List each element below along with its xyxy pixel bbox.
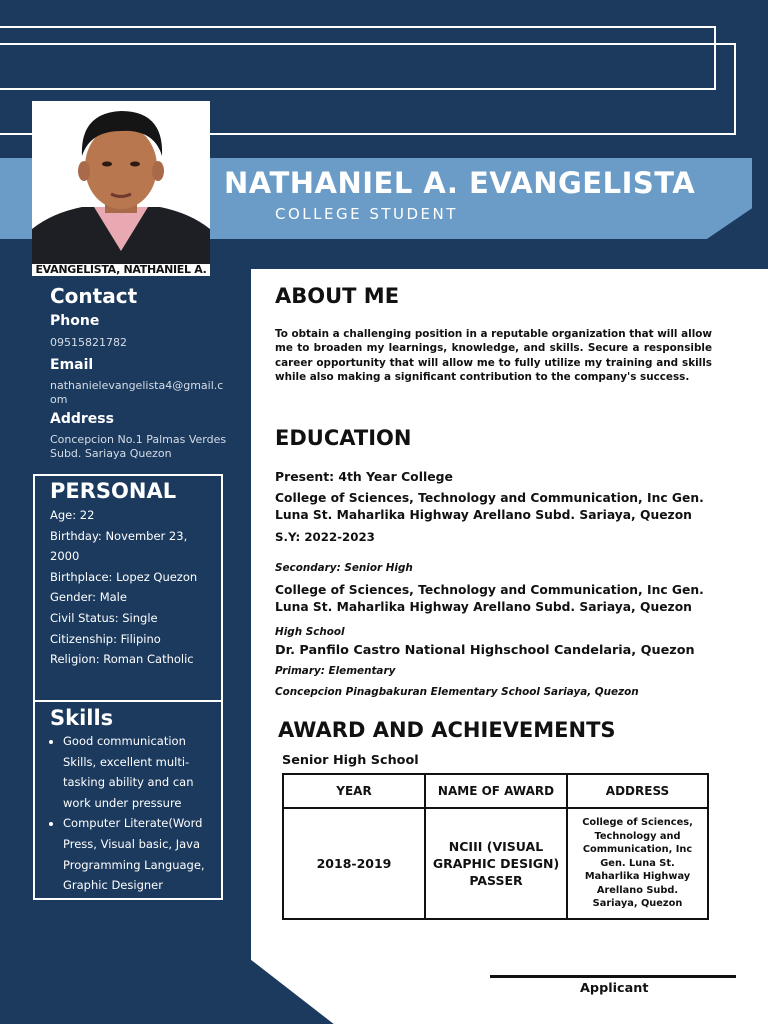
education-college: College of Sciences, Technology and Communication, Inc Gen. Luna St. Maharlika Highway Arellano Subd. Sariaya, Quezon xyxy=(275,491,704,522)
email-label: Email xyxy=(50,357,94,373)
column-award-name: NAME OF AWARD xyxy=(425,774,567,808)
education-highschool-label: High School xyxy=(275,626,345,638)
education-secondary-label: Secondary: Senior High xyxy=(275,562,413,574)
phone-label: Phone xyxy=(50,313,100,329)
signature-line xyxy=(490,975,736,978)
award-address: College of Sciences, Technology and Communication, Inc Gen. Luna St. Maharlika Highway Arellano Subd. Sariaya, Quezon xyxy=(567,808,708,919)
education-school-year: S.Y: 2022-2023 xyxy=(275,530,375,544)
about-text: To obtain a challenging position in a reputable organization that will allow me to broaden my learnings, knowledge, and skills. Secure a responsible career opportunity that will allow me to fully utilize my training and skills while also making a significant contribution to the company's success. xyxy=(275,328,712,383)
education-secondary: College of Sciences, Technology and Communication, Inc Gen. Luna St. Maharlika Highway Arellano Subd. Sariaya, Quezon xyxy=(275,583,704,614)
column-year: YEAR xyxy=(283,774,425,808)
skill-item: • Good communication Skills, excellent multi-tasking ability and can work under pressure xyxy=(63,731,216,813)
personal-gender: Gender: Male xyxy=(50,590,127,605)
awards-heading: AWARD AND ACHIEVEMENTS xyxy=(278,718,616,742)
personal-list xyxy=(50,505,215,670)
photo-caption: EVANGELISTA, NATHANIEL A. xyxy=(32,264,210,276)
table-header-row xyxy=(283,774,708,808)
applicant-role: COLLEGE STUDENT xyxy=(275,205,458,223)
column-address: ADDRESS xyxy=(567,774,708,808)
education-primary-label: Primary: Elementary xyxy=(275,665,396,677)
portrait-image xyxy=(32,101,210,264)
skills-list xyxy=(48,731,216,896)
applicant-name: NATHANIEL A. EVANGELISTA xyxy=(224,166,696,200)
signature-label: Applicant xyxy=(580,981,649,996)
education-primary: Concepcion Pinagbakuran Elementary School Sariaya, Quezon xyxy=(275,686,639,698)
personal-citizenship: Citizenship: Filipino xyxy=(50,631,161,646)
personal-birthday: Birthday: November 23, 2000 xyxy=(50,528,188,564)
address-label: Address xyxy=(50,411,114,427)
awards-table xyxy=(282,773,709,920)
table-row xyxy=(283,808,708,919)
personal-heading: PERSONAL xyxy=(50,479,177,503)
award-year: 2018-2019 xyxy=(283,808,425,919)
education-heading: EDUCATION xyxy=(275,426,412,450)
profile-photo xyxy=(32,101,210,276)
education-highschool: Dr. Panfilo Castro National Highschool Candelaria, Quezon xyxy=(275,643,695,658)
skills-heading: Skills xyxy=(50,706,114,730)
education-present: Present: 4th Year College xyxy=(275,469,453,484)
address-value: Concepcion No.1 Palmas Verdes Subd. Sariaya Quezon xyxy=(50,433,227,460)
personal-religion: Religion: Roman Catholic xyxy=(50,652,194,667)
personal-civil-status: Civil Status: Single xyxy=(50,610,158,625)
skill-item: • Computer Literate(Word Press, Visual basic, Java Programming Language, Graphic Designer xyxy=(63,813,216,895)
contact-heading: Contact xyxy=(50,284,138,308)
phone-value: 09515821782 xyxy=(50,336,127,349)
awards-subheading: Senior High School xyxy=(282,753,419,768)
email-value: nathanielevangelista4@gmail.com xyxy=(50,379,224,406)
about-heading: ABOUT ME xyxy=(275,284,400,308)
personal-age: Age: 22 xyxy=(50,508,95,522)
award-name: NCIII (VISUAL GRAPHIC DESIGN) PASSER xyxy=(425,808,567,919)
personal-birthplace: Birthplace: Lopez Quezon xyxy=(50,569,198,584)
